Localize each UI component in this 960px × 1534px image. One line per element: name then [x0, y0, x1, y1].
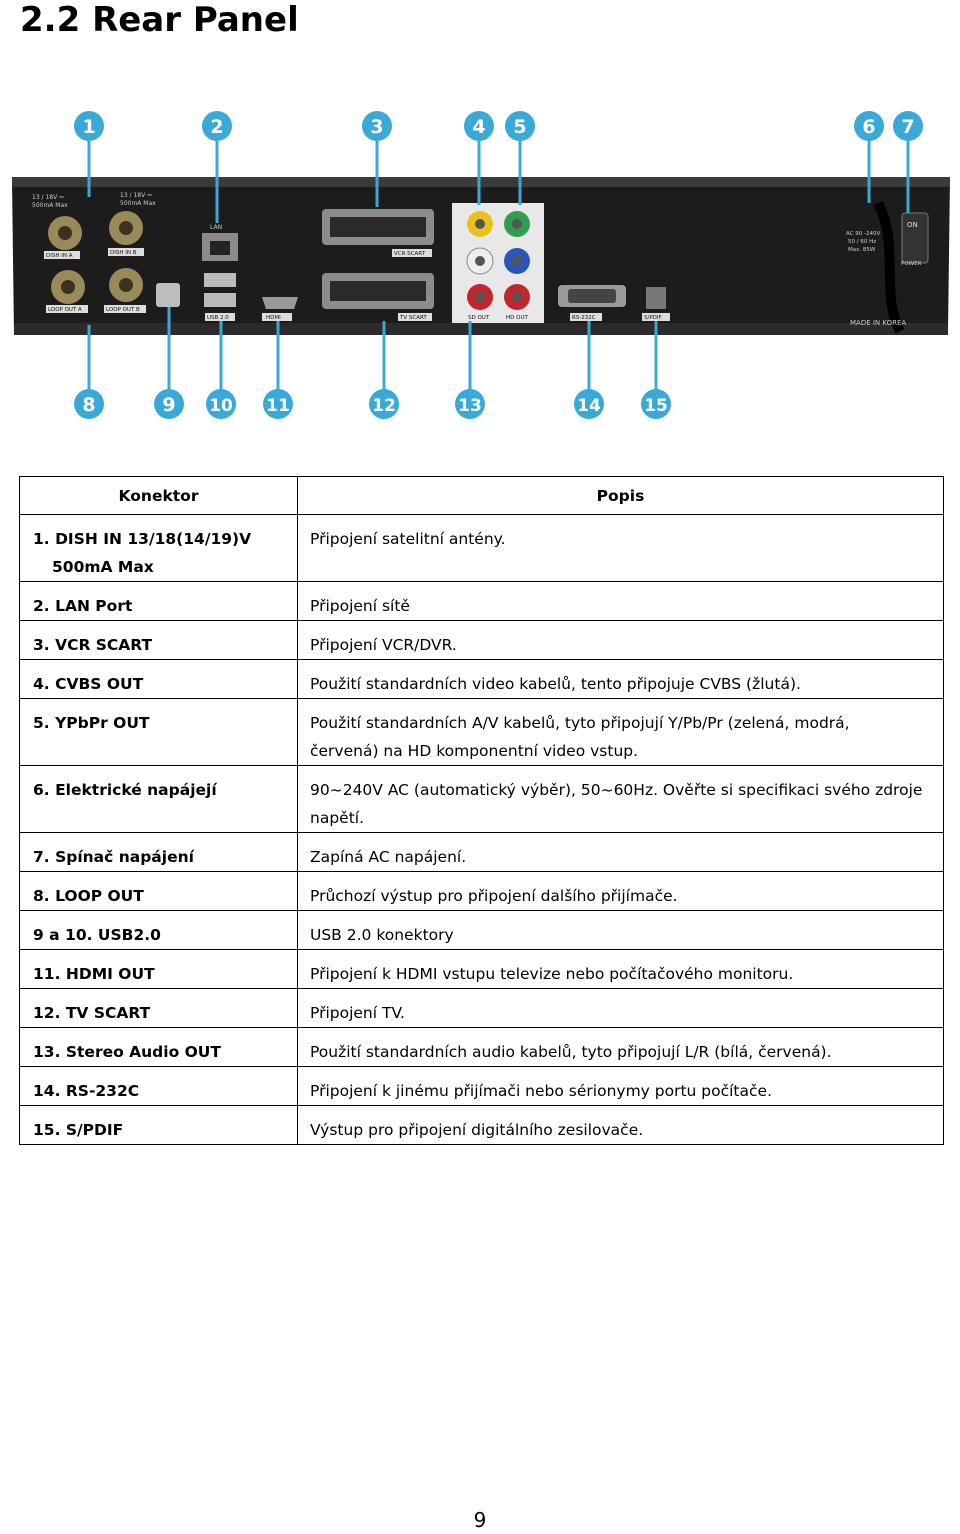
header-popis: Popis — [298, 477, 944, 515]
dish-spec-a2-label: 500mA Max — [32, 202, 68, 209]
dish-b-label: DISH IN B — [110, 250, 137, 256]
description-text: USB 2.0 konektory — [310, 926, 454, 944]
rca-pb-blue — [504, 248, 530, 274]
description-text: Použití standardních video kabelů, tento připojuje CVBS (žlutá). — [310, 675, 801, 693]
connector-name: 6. Elektrické napájejí — [33, 781, 217, 799]
svg-text:4: 4 — [472, 116, 486, 138]
connector-name: 5. YPbPr OUT — [33, 714, 150, 732]
description-text: Výstup pro připojení digitálního zesilovače. — [310, 1121, 644, 1139]
rca-y-green — [504, 211, 530, 237]
connector-cell — [20, 582, 298, 621]
connector-name: 500mA Max — [52, 558, 154, 576]
description-text: červená) na HD komponentní video vstup. — [310, 742, 639, 760]
spdif-label: S/PDIF — [644, 315, 662, 321]
description-cell — [298, 766, 944, 833]
table-row — [20, 766, 944, 833]
description-cell — [298, 833, 944, 872]
loop-a-label: LOOP OUT A — [48, 307, 82, 313]
description-text: 90~240V AC (automatický výběr), 50~60Hz. Ověřte si specifikaci svého zdroje — [310, 781, 923, 799]
description-text: Připojení k HDMI vstupu televize nebo počítačového monitoru. — [310, 965, 794, 983]
connector-cell — [20, 1028, 298, 1067]
loop-out-b-connector — [109, 268, 143, 302]
callout-2 — [202, 111, 232, 141]
rca-audio-red — [467, 284, 493, 310]
connector-cell — [20, 1106, 298, 1145]
page-number: 9 — [473, 1508, 487, 1532]
description-cell — [298, 515, 944, 582]
description-cell — [298, 1067, 944, 1106]
description-cell — [298, 621, 944, 660]
table-row — [20, 989, 944, 1028]
hdmi-label: HDMI — [266, 315, 281, 321]
callout-14 — [574, 389, 604, 419]
description-cell — [298, 989, 944, 1028]
dish-spec-b-label: 13 / 18V ⎓ — [120, 192, 152, 199]
description-text: Připojení sítě — [310, 597, 410, 615]
description-text: Připojení satelitní antény. — [310, 530, 506, 548]
table-row — [20, 950, 944, 989]
description-cell — [298, 1106, 944, 1145]
callout-6 — [854, 111, 884, 141]
tv-label: TV SCART — [400, 315, 427, 321]
table-row — [20, 1106, 944, 1145]
table-row — [20, 833, 944, 872]
usb-port-upper — [204, 273, 236, 287]
rca-plate — [452, 203, 544, 323]
connector-cell — [20, 621, 298, 660]
svg-text:1: 1 — [82, 116, 96, 138]
svg-text:11: 11 — [266, 396, 290, 416]
rs232-label: RS-232C — [572, 315, 596, 321]
svg-text:14: 14 — [577, 396, 601, 416]
usb-b-port — [156, 283, 180, 307]
hdmi-port — [262, 297, 298, 309]
description-text: Připojení VCR/DVR. — [310, 636, 457, 654]
callout-10 — [206, 389, 236, 419]
svg-text:2: 2 — [210, 116, 224, 138]
connector-name: 7. Spínač napájení — [33, 848, 194, 866]
dish-a-label: DISH IN A — [46, 253, 73, 259]
dish-in-b-connector — [109, 211, 143, 245]
callout-1 — [74, 111, 104, 141]
table-row — [20, 660, 944, 699]
svg-text:12: 12 — [372, 396, 396, 416]
connector-name: 14. RS-232C — [33, 1082, 140, 1100]
connector-name: 9 a 10. USB2.0 — [33, 926, 161, 944]
spdif-port — [646, 287, 666, 309]
ac-label-2: 50 / 60 Hz — [848, 239, 877, 245]
connector-cell — [20, 911, 298, 950]
callout-9 — [154, 389, 184, 419]
description-cell — [298, 1028, 944, 1067]
svg-text:15: 15 — [644, 396, 668, 416]
usb-port-lower — [204, 293, 236, 307]
svg-text:9: 9 — [162, 394, 176, 416]
chassis-top-edge — [12, 177, 950, 187]
callout-8 — [74, 389, 104, 419]
connector-name: 12. TV SCART — [33, 1004, 151, 1022]
connector-name: 1. DISH IN 13/18(14/19)V — [33, 530, 252, 548]
svg-text:10: 10 — [209, 396, 233, 416]
connector-name: 8. LOOP OUT — [33, 887, 144, 905]
page-title: 2.2 Rear Panel — [20, 0, 299, 40]
connector-cell — [20, 833, 298, 872]
table-row — [20, 1067, 944, 1106]
connector-cell — [20, 872, 298, 911]
dish-spec-a-label: 13 / 18V ⎓ — [32, 194, 64, 201]
callout-11 — [263, 389, 293, 419]
connector-cell — [20, 950, 298, 989]
connector-table — [19, 476, 944, 1145]
connector-cell — [20, 1067, 298, 1106]
connector-cell — [20, 989, 298, 1028]
rca-cvbs-yellow — [467, 211, 493, 237]
description-text: Použití standardních audio kabelů, tyto připojují L/R (bílá, červená). — [310, 1043, 832, 1061]
connector-name: 3. VCR SCART — [33, 636, 153, 654]
description-text: Zapíná AC napájení. — [310, 848, 467, 866]
description-text: Připojení k jinému přijímači nebo sérionymy portu počítače. — [310, 1082, 772, 1100]
loop-b-label: LOOP OUT B — [106, 307, 140, 313]
rca-audio-white — [467, 248, 493, 274]
dish-in-a-connector — [48, 216, 82, 250]
hd-out-label: HD OUT — [506, 315, 528, 321]
connector-name: 13. Stereo Audio OUT — [33, 1043, 221, 1061]
table-header-row — [20, 477, 944, 515]
callout-4 — [464, 111, 494, 141]
callout-7 — [893, 111, 923, 141]
rca-pr-red — [504, 284, 530, 310]
connector-name: 15. S/PDIF — [33, 1121, 124, 1139]
connector-name: 2. LAN Port — [33, 597, 133, 615]
connector-cell — [20, 660, 298, 699]
table-row — [20, 699, 944, 766]
ac-label-1: AC 90 -240V — [846, 231, 881, 237]
svg-text:8: 8 — [82, 394, 96, 416]
connector-name: 11. HDMI OUT — [33, 965, 155, 983]
connector-cell — [20, 699, 298, 766]
table-row — [20, 515, 944, 582]
connector-name: 4. CVBS OUT — [33, 675, 144, 693]
table-row — [20, 582, 944, 621]
rear-panel-figure — [0, 95, 960, 435]
made-in-label: MADE IN KOREA — [850, 319, 907, 327]
description-cell — [298, 699, 944, 766]
callout-15 — [641, 389, 671, 419]
chassis-bottom-edge — [14, 323, 948, 335]
power-label: POWER — [901, 261, 922, 267]
ac-label-3: Max. 85W — [848, 247, 876, 253]
description-cell — [298, 582, 944, 621]
svg-text:5: 5 — [513, 116, 527, 138]
description-text: Průchozí výstup pro připojení dalšího přijímače. — [310, 887, 678, 905]
dish-spec-b2-label: 500mA Max — [120, 200, 156, 207]
connector-cell — [20, 515, 298, 582]
header-konektor: Konektor — [20, 477, 298, 515]
description-text: Připojení TV. — [310, 1004, 405, 1022]
callout-12 — [369, 389, 399, 419]
callout-3 — [362, 111, 392, 141]
svg-text:3: 3 — [370, 116, 384, 138]
loop-out-a-connector — [51, 270, 85, 304]
callout-13 — [455, 389, 485, 419]
usb-label: USB 2.0 — [207, 315, 229, 321]
description-cell — [298, 872, 944, 911]
description-text: napětí. — [310, 809, 365, 827]
table-row — [20, 872, 944, 911]
on-label: ON — [907, 221, 918, 229]
table-row — [20, 911, 944, 950]
description-cell — [298, 660, 944, 699]
svg-text:13: 13 — [458, 396, 482, 416]
sd-out-label: SD OUT — [468, 315, 490, 321]
svg-text:6: 6 — [862, 116, 876, 138]
connector-cell — [20, 766, 298, 833]
table-row — [20, 1028, 944, 1067]
description-text: Použití standardních A/V kabelů, tyto připojují Y/Pb/Pr (zelená, modrá, — [310, 714, 850, 732]
table-row — [20, 621, 944, 660]
table-body — [20, 515, 944, 1145]
description-cell — [298, 950, 944, 989]
description-cell — [298, 911, 944, 950]
svg-text:7: 7 — [901, 116, 915, 138]
vcr-label: VCR SCART — [394, 251, 426, 257]
callout-5 — [505, 111, 535, 141]
lan-label: LAN — [210, 224, 223, 231]
